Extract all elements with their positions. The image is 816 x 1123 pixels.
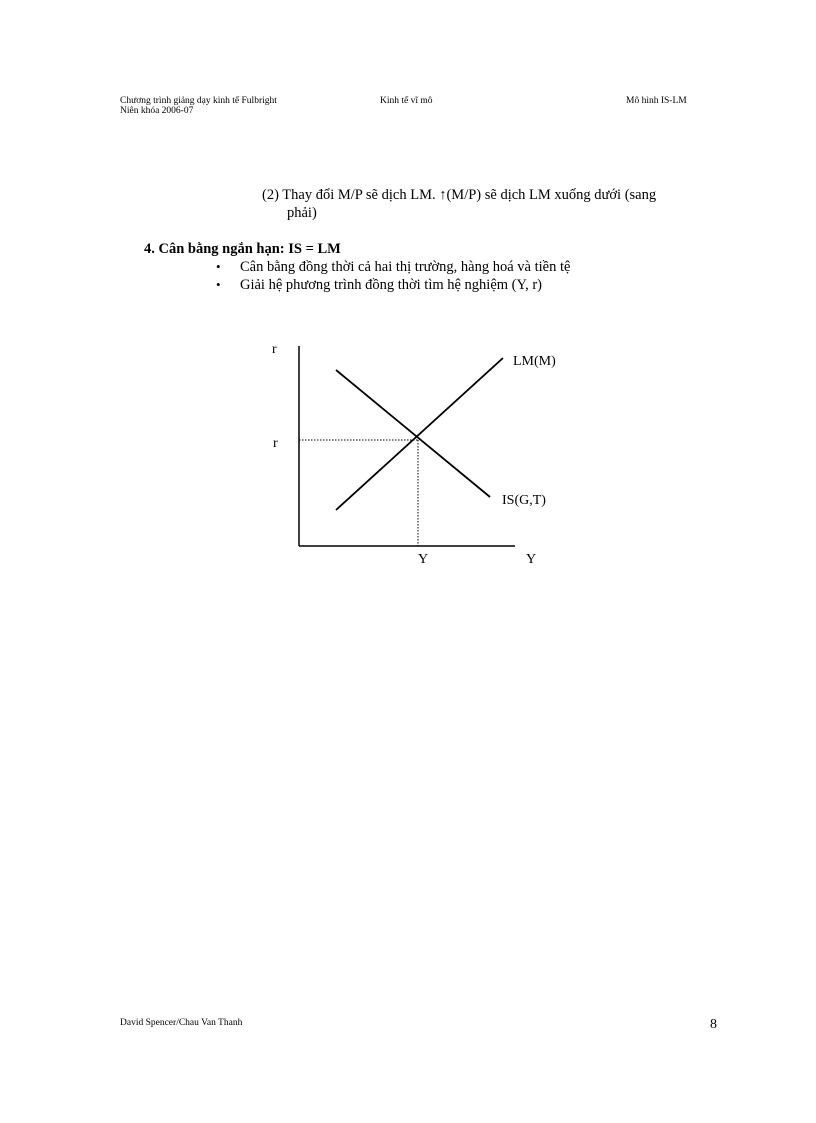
header-subject: Kinh tế vĩ mô bbox=[380, 96, 433, 106]
up-arrow-icon: ↑ bbox=[439, 187, 447, 203]
page-number: 8 bbox=[710, 1017, 717, 1032]
y-axis-label: r bbox=[272, 342, 277, 357]
header-academic-year: Niên khóa 2006-07 bbox=[120, 106, 194, 116]
bullet-item: Giải hệ phương trình đồng thời tìm hệ nghiệm (Y, r) bbox=[240, 277, 543, 293]
bullet-item: Cân bằng đồng thời cả hai thị trường, hàng hoá và tiền tệ bbox=[240, 259, 571, 275]
r-equilibrium-label: r bbox=[273, 436, 278, 451]
x-axis-label: Y bbox=[526, 552, 537, 567]
paragraph-text-end: (M/P) sẽ dịch LM xuống dưới (sang bbox=[446, 187, 657, 203]
paragraph-line-2: phải) bbox=[287, 205, 317, 221]
bullet-icon: • bbox=[216, 277, 221, 292]
is-curve-label: IS(G,T) bbox=[502, 493, 546, 508]
section-heading: 4. Cân bằng ngắn hạn: IS = LM bbox=[144, 241, 341, 257]
y-equilibrium-label: Y bbox=[418, 552, 429, 567]
bullet-icon: • bbox=[216, 259, 221, 274]
header-chapter: Mô hình IS-LM bbox=[626, 96, 687, 106]
is-curve bbox=[336, 370, 490, 497]
paragraph-text-start: (2) Thay đổi M/P sẽ dịch LM. bbox=[262, 187, 440, 203]
header-course-title: Chương trình giảng dạy kinh tế Fulbright bbox=[120, 96, 277, 106]
footer-author: David Spencer/Chau Van Thanh bbox=[120, 1018, 243, 1028]
lm-curve-label: LM(M) bbox=[513, 354, 556, 369]
